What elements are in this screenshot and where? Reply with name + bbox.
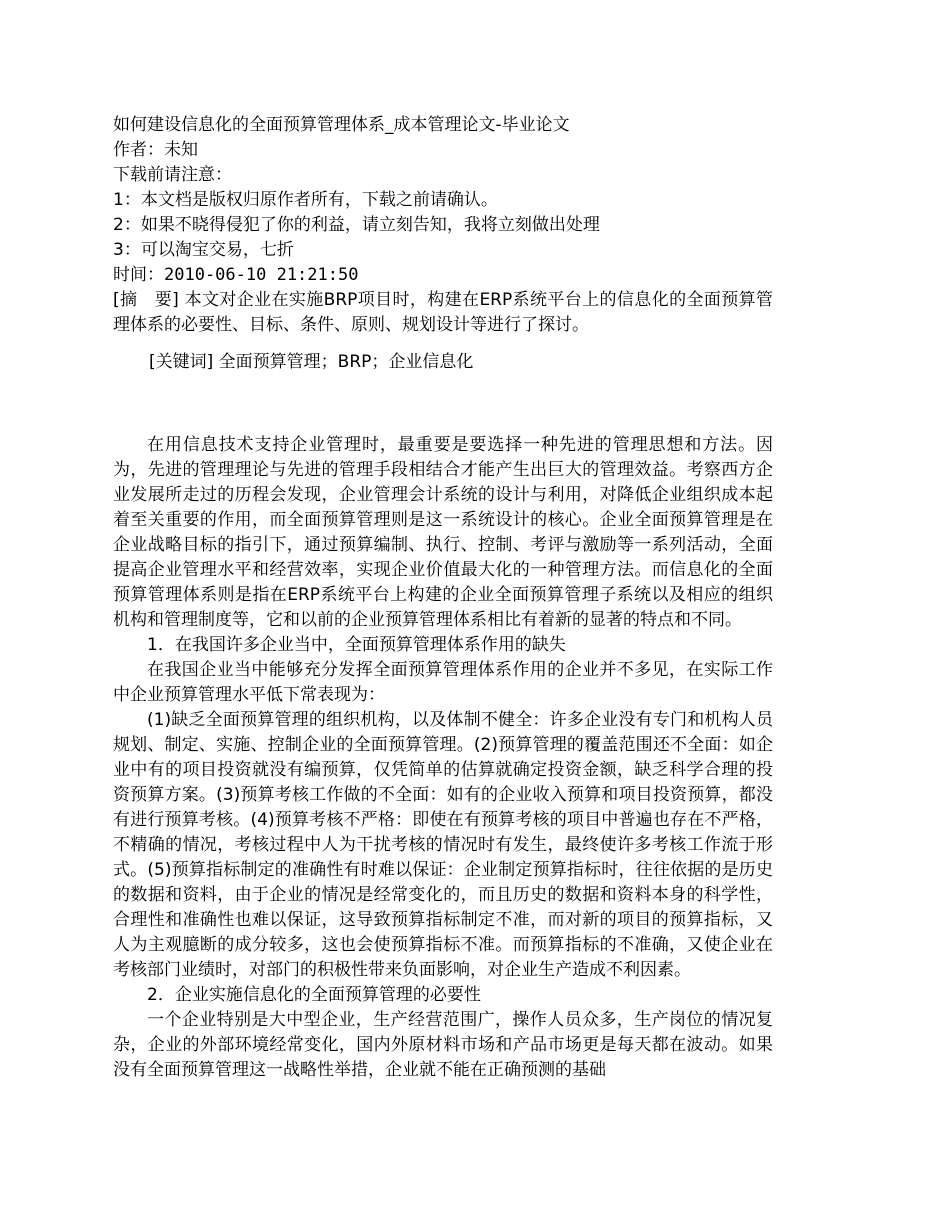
body-paragraph-4: 一个企业特别是大中型企业，生产经营范围广，操作人员众多，生产岗位的情况复杂，企业的外部环境经常变化，国内外原材料市场和产品市场更是每天都在波动。如果没有全面预算管理这一战略性举措，企业就不能在正确预测的基础 <box>113 1010 773 1080</box>
notice-item-3: 3：可以淘宝交易，七折 <box>113 240 294 260</box>
timestamp-line: 时间：2010-06-10 21:21:50 <box>113 265 359 285</box>
document-title: 如何建设信息化的全面预算管理体系_成本管理论文-毕业论文 <box>113 115 570 135</box>
notice-item-1: 1：本文档是版权归原作者所有，下载之前请确认。 <box>113 190 498 210</box>
notice-item-2: 2：如果不晓得侵犯了你的利益，请立刻告知，我将立刻做出处理 <box>113 215 600 235</box>
body-paragraph-1: 在用信息技术支持企业管理时，最重要是要选择一种先进的管理思想和方法。因为，先进的管理理论与先进的管理手段相结合才能产生出巨大的管理效益。考察西方企业发展所走过的历程会发现，企业管理会计系统的设计与利用，对降低企业组织成本起着至关重要的作用，而全面预算管理则是这一系统设计的核心。企业全面预算管理是在企业战略目标的指引下，通过预算编制、执行、控制、考评与激励等一系列活动，全面提高企业管理水平和经营效率，实现企业价值最大化的一种管理方法。而信息化的全面预算管理体系则是指在ERP系统平台上构建的企业全面预算管理子系统以及相应的组织机构和管理制度等，它和以前的企业预算管理体系相比有着新的显著的特点和不同。 <box>113 435 773 630</box>
section-heading-1: 1．在我国许多企业当中，全面预算管理体系作用的缺失 <box>147 635 566 655</box>
author-line: 作者：未知 <box>113 140 198 160</box>
keywords-line: [关键词] 全面预算管理；BRP；企业信息化 <box>149 352 474 372</box>
section-spacer <box>113 375 773 433</box>
body-paragraph-3: (1)缺乏全面预算管理的组织机构，以及体制不健全：许多企业没有专门和机构人员规划、制定、实施、控制企业的全面预算管理。(2)预算管理的覆盖范围还不全面：如企业中有的项目投资就没有编预算，仅凭简单的估算就确定投资金额，缺乏科学合理的投资预算方案。(3)预算考核工作做的不全面：如有的企业收入预算和项目投资预算，都没有进行预算考核。(4)预算考核不严格：即使在有预算考核的项目中普遍也存在不严格，不精确的情况，考核过程中人为干扰考核的情况时有发生，最终使许多考核工作流于形式。(5)预算指标制定的准确性有时难以保证：企业制定预算指标时，往往依据的是历史的数据和资料，由于企业的情况是经常变化的，而且历史的数据和资料本身的科学性，合理性和准确性也难以保证，这导致预算指标制定不准，而对新的项目的预算指标，又人为主观臆断的成分较多，这也会使预算指标不准。而预算指标的不准确，又使企业在考核部门业绩时，对部门的积极性带来负面影响，对企业生产造成不利因素。 <box>113 710 773 980</box>
section-heading-2: 2．企业实施信息化的全面预算管理的必要性 <box>147 985 481 1005</box>
body-paragraph-2: 在我国企业当中能够充分发挥全面预算管理体系作用的企业并不多见，在实际工作中企业预算管理水平低下常表现为： <box>113 660 773 705</box>
abstract-paragraph: [摘 要] 本文对企业在实施BRP项目时，构建在ERP系统平台上的信息化的全面预算管理体系的必要性、目标、条件、原则、规划设计等进行了探讨。 <box>113 290 773 335</box>
notice-title: 下载前请注意： <box>113 165 232 185</box>
document-content <box>113 113 773 1083</box>
